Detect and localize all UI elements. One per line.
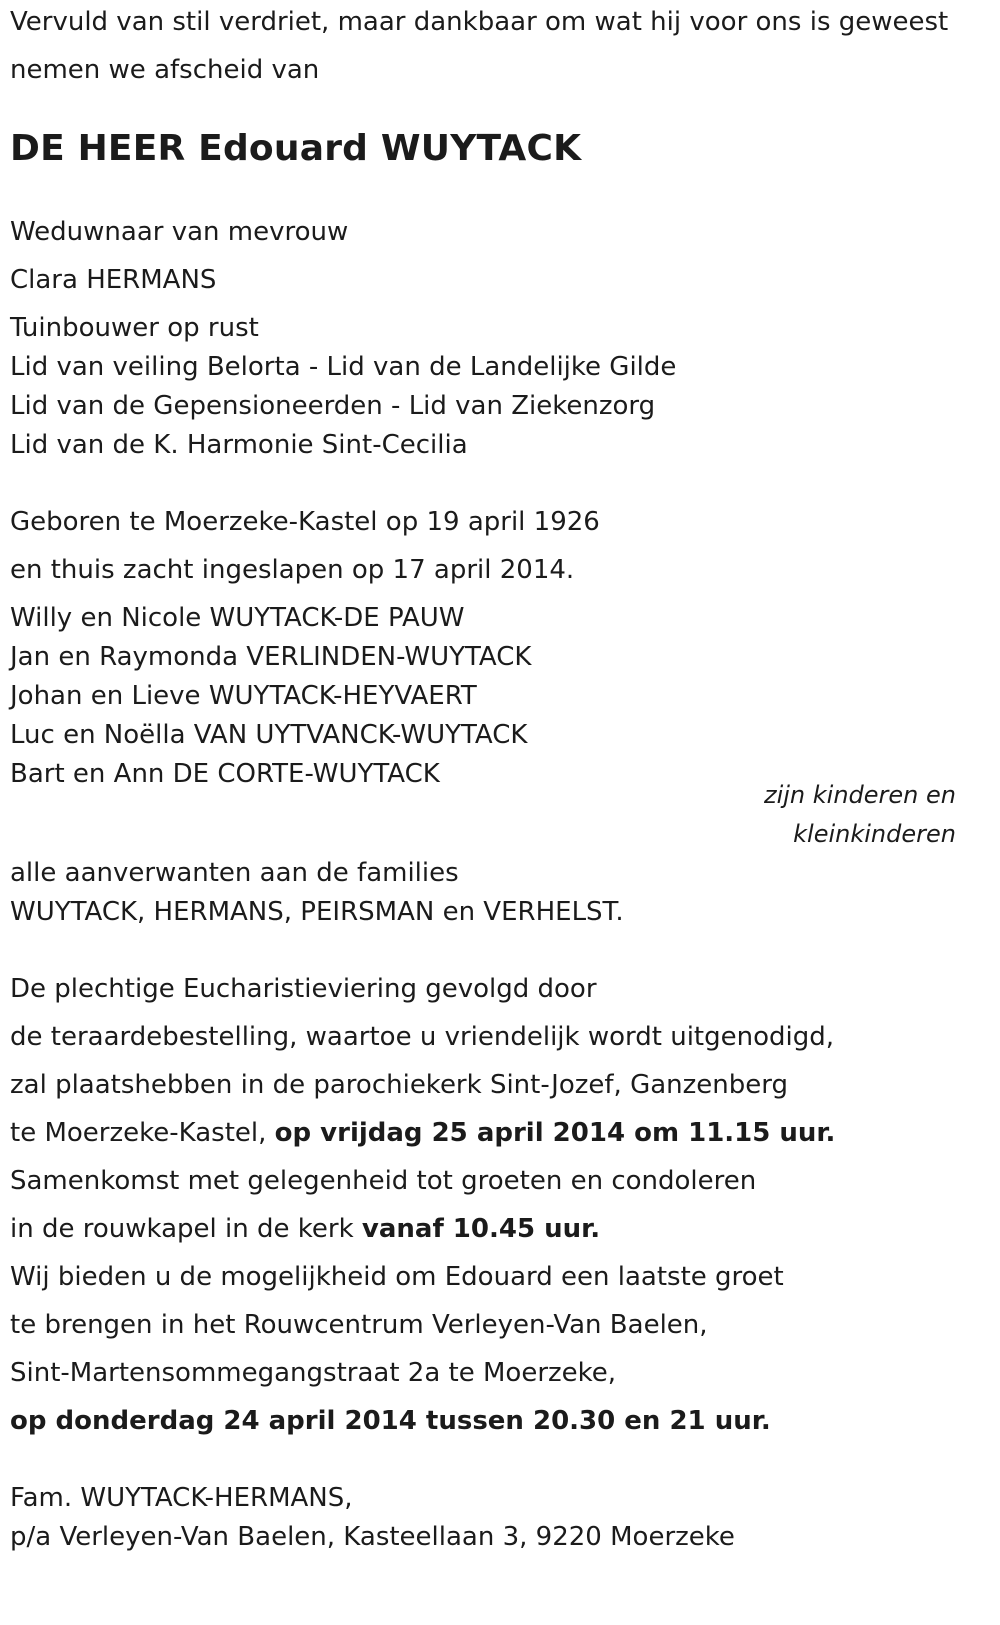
role-line: Tuinbouwer op rust (10, 313, 259, 343)
role-line: Lid van de K. Harmonie Sint-Cecilia (10, 430, 468, 460)
intro-line-1: Vervuld van stil verdriet, maar dankbaar om wat hij voor ons is geweest (10, 7, 949, 37)
child-line: Willy en Nicole WUYTACK-DE PAUW (10, 603, 465, 633)
role-line: Lid van veiling Belorta - Lid van de Landelijke Gilde (10, 352, 677, 382)
signature-line-1: Fam. WUYTACK-HERMANS, (10, 1483, 353, 1513)
birth-line: Geboren te Moerzeke-Kastel op 19 april 1926 (10, 507, 600, 537)
visitation-datetime: op donderdag 24 april 2014 tussen 20.30 en 21 uur. (10, 1406, 771, 1436)
visitation-line-1: Wij bieden u de mogelijkheid om Edouard een laatste groet (10, 1262, 784, 1292)
relatives-line-1: alle aanverwanten aan de families (10, 858, 459, 888)
deceased-name: DE HEER Edouard WUYTACK (10, 128, 582, 169)
children-note-line-2: kleinkinderen (793, 820, 956, 848)
gathering-place: in de rouwkapel in de kerk (10, 1214, 362, 1244)
ceremony-datetime: op vrijdag 25 april 2014 om 11.15 uur. (274, 1118, 836, 1148)
gathering-time: vanaf 10.45 uur. (361, 1214, 601, 1244)
visitation-line-2: te brengen in het Rouwcentrum Verleyen-Van Baelen, (10, 1310, 708, 1340)
ceremony-line-4 (10, 1119, 835, 1149)
spouse-line-2: Clara HERMANS (10, 265, 217, 295)
child-line: Jan en Raymonda VERLINDEN-WUYTACK (10, 642, 532, 672)
ceremony-line-5: Samenkomst met gelegenheid tot groeten en condoleren (10, 1166, 757, 1196)
intro-line-2: nemen we afscheid van (10, 55, 320, 85)
child-line: Johan en Lieve WUYTACK-HEYVAERT (10, 681, 477, 711)
ceremony-line-3: zal plaatshebben in de parochiekerk Sint-Jozef, Ganzenberg (10, 1070, 788, 1100)
children-note-line-1: zijn kinderen en (764, 781, 956, 809)
ceremony-line-6 (10, 1215, 600, 1245)
death-line: en thuis zacht ingeslapen op 17 april 2014. (10, 555, 575, 585)
visitation-line-3: Sint-Martensommegangstraat 2a te Moerzeke, (10, 1358, 617, 1388)
child-line: Bart en Ann DE CORTE-WUYTACK (10, 759, 440, 789)
role-line: Lid van de Gepensioneerden - Lid van Ziekenzorg (10, 391, 656, 421)
relatives-line-2: WUYTACK, HERMANS, PEIRSMAN en VERHELST. (10, 897, 624, 927)
child-line: Luc en Noëlla VAN UYTVANCK-WUYTACK (10, 720, 528, 750)
ceremony-line-1: De plechtige Eucharistieviering gevolgd door (10, 974, 597, 1004)
spouse-line-1: Weduwnaar van mevrouw (10, 217, 349, 247)
ceremony-line-2: de teraardebestelling, waartoe u vriendelijk wordt uitgenodigd, (10, 1022, 835, 1052)
signature-line-2: p/a Verleyen-Van Baelen, Kasteellaan 3, 9220 Moerzeke (10, 1522, 735, 1552)
ceremony-place: te Moerzeke-Kastel, (10, 1118, 275, 1148)
